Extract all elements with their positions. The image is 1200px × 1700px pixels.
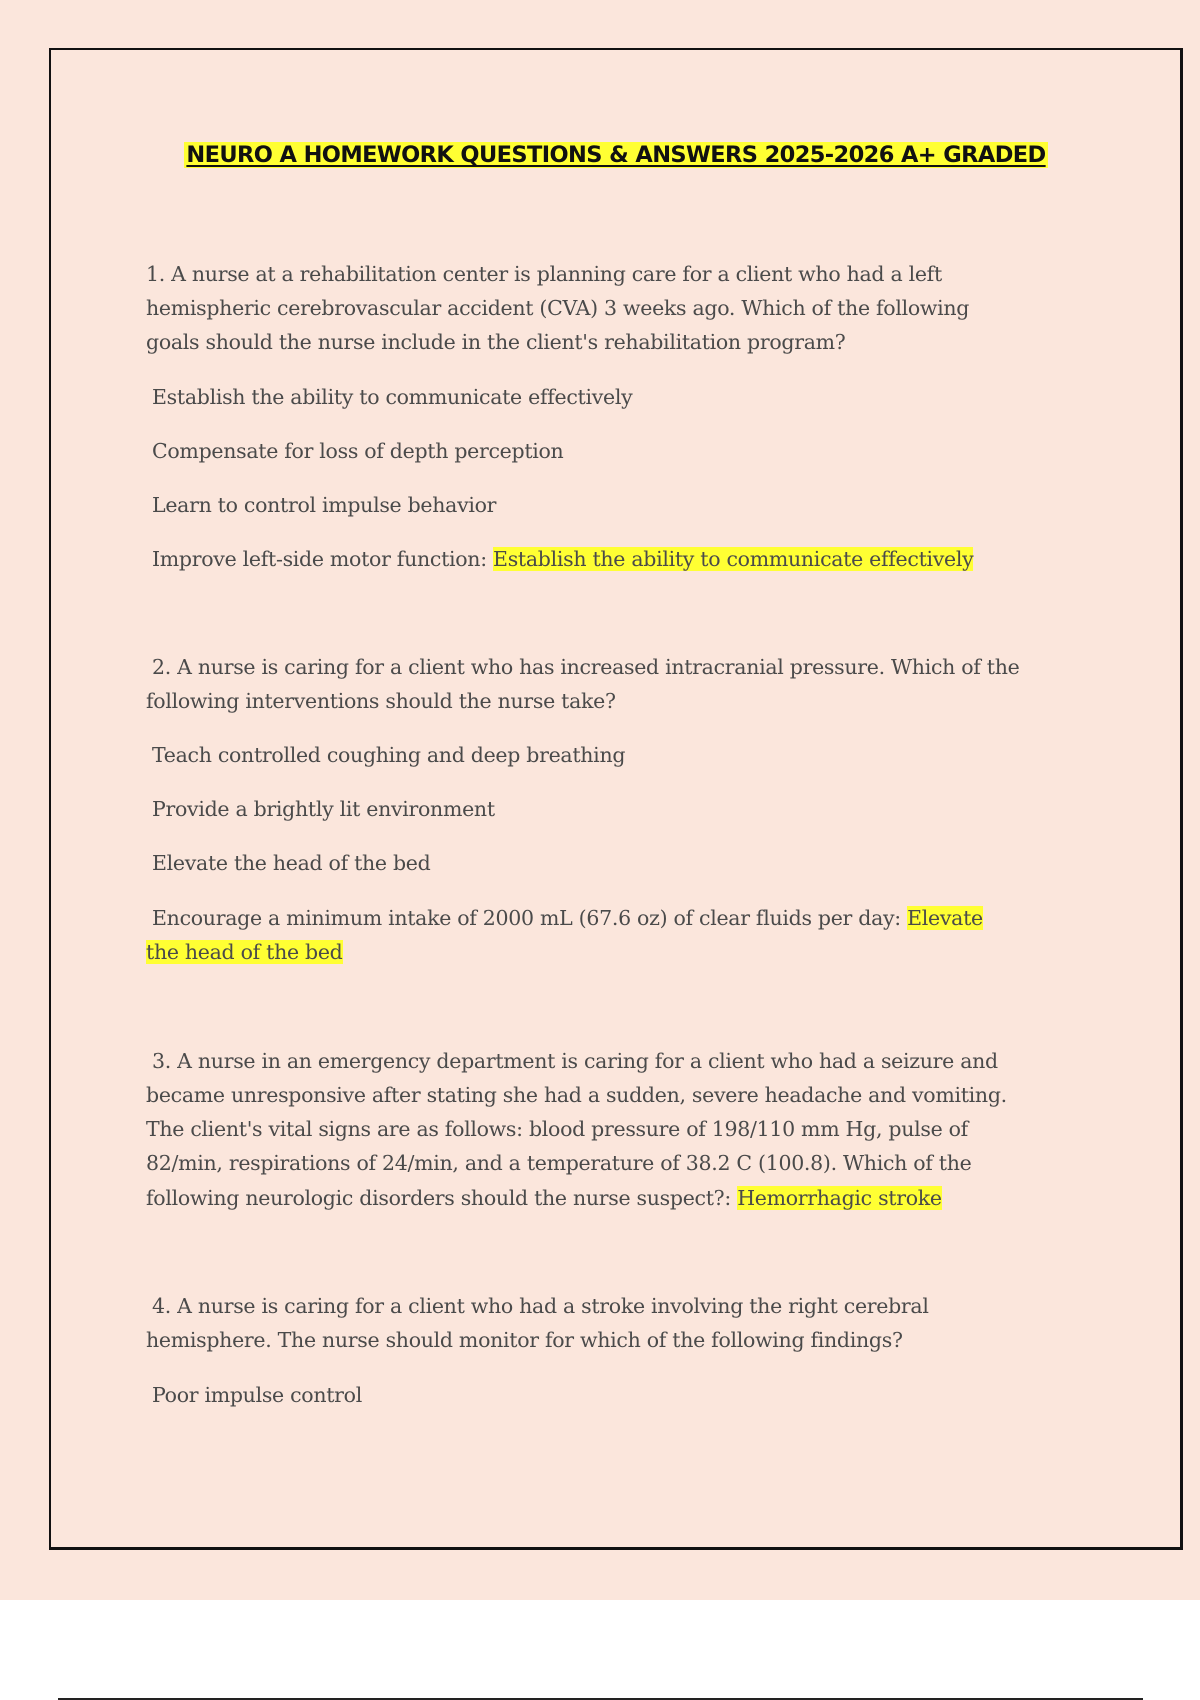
- question-1-line-2: hemispheric cerebrovascular accident (CVA) 3 weeks ago. Which of the following: [146, 296, 970, 320]
- question-3-line-5: [146, 1184, 942, 1212]
- question-1-option-4-text: Improve left-side motor function:: [152, 547, 494, 571]
- question-3-line-3: The client's vital signs are as follows: blood pressure of 198/110 mm Hg, pulse of: [146, 1117, 968, 1141]
- question-1-line-3: goals should the nurse include in the client's rehabilitation program?: [146, 330, 846, 354]
- question-1-option-4: [152, 545, 973, 573]
- question-2-option-4: [152, 904, 983, 932]
- question-3-answer: Hemorrhagic stroke: [737, 1186, 942, 1210]
- document-title-text: NEURO A HOMEWORK QUESTIONS & ANSWERS 2025-2026 A+ GRADED: [186, 142, 1046, 168]
- question-2-answer-part-1: Elevate: [907, 906, 983, 930]
- question-3-line-2: became unresponsive after stating she had a sudden, severe headache and vomiting.: [146, 1083, 1007, 1107]
- question-4-line-1: 4. A nurse is caring for a client who had a stroke involving the right cerebral: [152, 1294, 929, 1318]
- question-2-line-2: following interventions should the nurse take?: [146, 689, 616, 713]
- question-1-option-1: Establish the ability to communicate effectively: [152, 385, 633, 409]
- question-4-line-2: hemisphere. The nurse should monitor for which of the following findings?: [146, 1328, 903, 1352]
- question-3-line-1: 3. A nurse in an emergency department is caring for a client who had a seizure and: [152, 1049, 998, 1073]
- question-1-option-3: Learn to control impulse behavior: [152, 493, 497, 517]
- question-2-option-2: Provide a brightly lit environment: [152, 797, 495, 821]
- question-1-line-1: 1. A nurse at a rehabilitation center is planning care for a client who had a left: [146, 262, 942, 286]
- question-1-option-2: Compensate for loss of depth perception: [152, 439, 564, 463]
- question-2-option-4-text: Encourage a minimum intake of 2000 mL (67.6 oz) of clear fluids per day:: [152, 906, 908, 930]
- question-1-answer: Establish the ability to communicate effectively: [493, 547, 974, 571]
- question-4-option-1: Poor impulse control: [152, 1383, 362, 1407]
- question-2-line-1: 2. A nurse is caring for a client who has increased intracranial pressure. Which of the: [152, 655, 1020, 679]
- question-2-option-3: Elevate the head of the bed: [152, 851, 431, 875]
- question-3-line-4: 82/min, respirations of 24/min, and a temperature of 38.2 C (100.8). Which of the: [146, 1151, 972, 1175]
- question-2-answer-line-2: [146, 938, 343, 966]
- question-2-option-1: Teach controlled coughing and deep breathing: [152, 743, 626, 767]
- question-2-answer-part-2: the head of the bed: [146, 940, 343, 964]
- document-title: [0, 142, 1200, 168]
- question-3-line-5-text: following neurologic disorders should the nurse suspect?:: [146, 1186, 738, 1210]
